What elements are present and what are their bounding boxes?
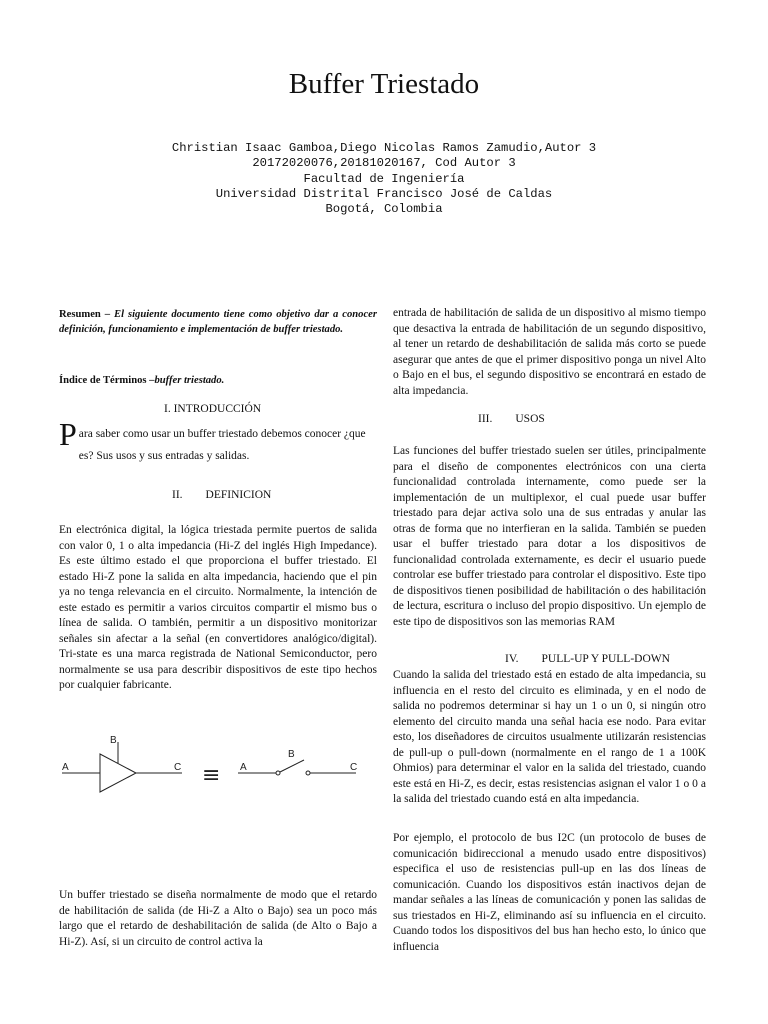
author-location: Bogotá, Colombia — [325, 202, 443, 217]
section-heading-pullup-pulldown: IV. PULL-UP Y PULL-DOWN — [505, 653, 670, 665]
buffer-enable-label: B — [110, 735, 117, 746]
usos-text: Las funciones del buffer triestado suelen ser útiles, principalmente para el diseño de componentes electrónicos con una cierta funcionalidad controlada internamente, como puede ser la implementación de un multiplexor, el cual puede usar buffer triestado para dejar activa solo una de sus entradas y anular las otras de forma que no interfieran en la salida. También se pueden usar el buffer triestado para dotar a los dispositivos de funcionalidad controlada externamente, es decir el usuario puede controlar ese buffer triestado para controlar el dispositivo. Este tipo de dispositivos tienen posibilidad de habilitación o des habilitación de lectura, escritura o incluso del propio dispositivo. Un ejemplo de este tipo de dispositivos son las memorias RAM — [393, 445, 706, 628]
abstract — [59, 307, 377, 337]
index-terms-lead: Índice de Términos – — [59, 375, 155, 386]
author-names: Christian Isaac Gamboa,Diego Nicolas Ramos Zamudio,Autor 3 — [171, 141, 597, 155]
index-terms-body: buffer triestado. — [154, 375, 225, 386]
tristate-buffer-diagram — [58, 730, 378, 820]
switch-input-label: A — [240, 762, 247, 773]
section-heading-definicion: II. DEFINICION — [172, 489, 272, 501]
index-terms — [59, 375, 377, 386]
switch-contact-right — [306, 771, 310, 775]
drop-cap: P — [59, 416, 77, 452]
pullup-text-2: Por ejemplo, el protocolo de bus I2C (un protocolo de buses de comunicación bidireccional a menudo usado entre dispositivos) especifica el uso de resistencias pull-up en las dos líneas de comunicación. Cuando los dispositivos están inactivos dejan de mandar señales a las líneas de comunicación y ponen las salidas de sus triestados en Hi-Z, eliminando así su influencia en el circuito. Cuando todos los dispositivos del bus han hecho esto, lo único que influencia — [393, 832, 706, 953]
switch-control-label: B — [288, 749, 295, 760]
author-block — [0, 141, 768, 217]
switch-lever — [280, 760, 304, 772]
definicion-text-2: Un buffer triestado se diseña normalmente de modo que el retardo de habilitación de salida (de Hi-Z a Alto o Bajo) sea un poco más largo que el retardo de deshabilitación de salida (de Alto o Bajo a Hi-Z). Así, si un circuito de control activa la — [59, 889, 377, 948]
definicion-text: En electrónica digital, la lógica triestada permite puertos de salida con valor 0, 1 o alta impedancia (Hi-Z del inglés High Impedance). Es este último estado el que proporciona el buffer triestado. El estado Hi-Z pone la salida en alta impedancia, haciendo que el pin ya no tenga relevancia en el circuito. Normalmente, la intención de este estado es permitir a varios circuitos compartir el mismo bus o línea de salida. O también, permitir a un dispositivo monitorizar señales sin afectar a la señal (en convertidores analógico/digital). Tri-state es una marca registrada de National Semiconductor, pero normalmente se usa para describir dispositivos de este tipo hechos por cualquier fabricante. — [59, 524, 377, 691]
switch-output-label: C — [350, 762, 358, 773]
definicion-paragraph — [59, 523, 377, 694]
abstract-body: El siguiente documento tiene como objetivo dar a conocer definición, funcionamiento e implementación de buffer triestado. — [59, 309, 377, 335]
switch-contact-left — [276, 771, 280, 775]
intro-paragraph — [59, 416, 377, 467]
author-university: Universidad Distrital Francisco José de Caldas — [215, 186, 553, 201]
section-heading-usos: III. USOS — [478, 413, 545, 425]
equivalence-symbol: ≡ — [202, 763, 221, 788]
author-faculty: Facultad de Ingeniería — [303, 171, 465, 186]
pullup-paragraph-2 — [393, 831, 706, 955]
right-continuation-paragraph — [393, 306, 706, 399]
paper-title: Buffer Triestado — [288, 68, 480, 100]
intro-text: ara saber como usar un buffer triestado debemos conocer ¿que es? Sus usos y sus entradas y salidas. — [78, 428, 366, 462]
buffer-output-label: C — [174, 762, 182, 773]
pullup-text: Cuando la salida del triestado está en estado de alta impedancia, su influencia en el resto del circuito es eliminada, y en el nodo de salida no podremos determinar si hay un 1 o un 0, si ningún otro elemento del circuito manda una señal hacia ese nodo. Para evitar esto, los diseñadores de circuitos usualmente utilizarán resistencias de pull-up o pull-down (normalmente en el rango de 1 a 100K Ohmios) para determinar el valor en la salida del triestado, cuando este está en Hi-Z, es decir, estas resistencias asignan el valor 1 o 0 a la salida del triestado cuando está en alta impedancia. — [393, 669, 706, 805]
definicion-paragraph-2 — [59, 888, 377, 950]
pullup-paragraph — [393, 668, 706, 808]
buffer-input-label: A — [62, 762, 69, 773]
right-continuation-text: entrada de habilitación de salida de un dispositivo al mismo tiempo que desactiva la entrada de habilitación de un segundo dispositivo, al tener un retardo de deshabilitación de salida más corto se puede asegurar que antes de que el primer dispositivo ponga un nivel Alto o Bajo en el bus, el segundo dispositivo se encontrará en estado de alta impedancia. — [393, 307, 706, 397]
usos-paragraph — [393, 444, 706, 630]
author-codes: 20172020076,20181020167, Cod Autor 3 — [252, 156, 516, 171]
section-heading-introduccion: I. INTRODUCCIÓN — [164, 403, 262, 415]
abstract-lead: Resumen – — [59, 309, 115, 320]
